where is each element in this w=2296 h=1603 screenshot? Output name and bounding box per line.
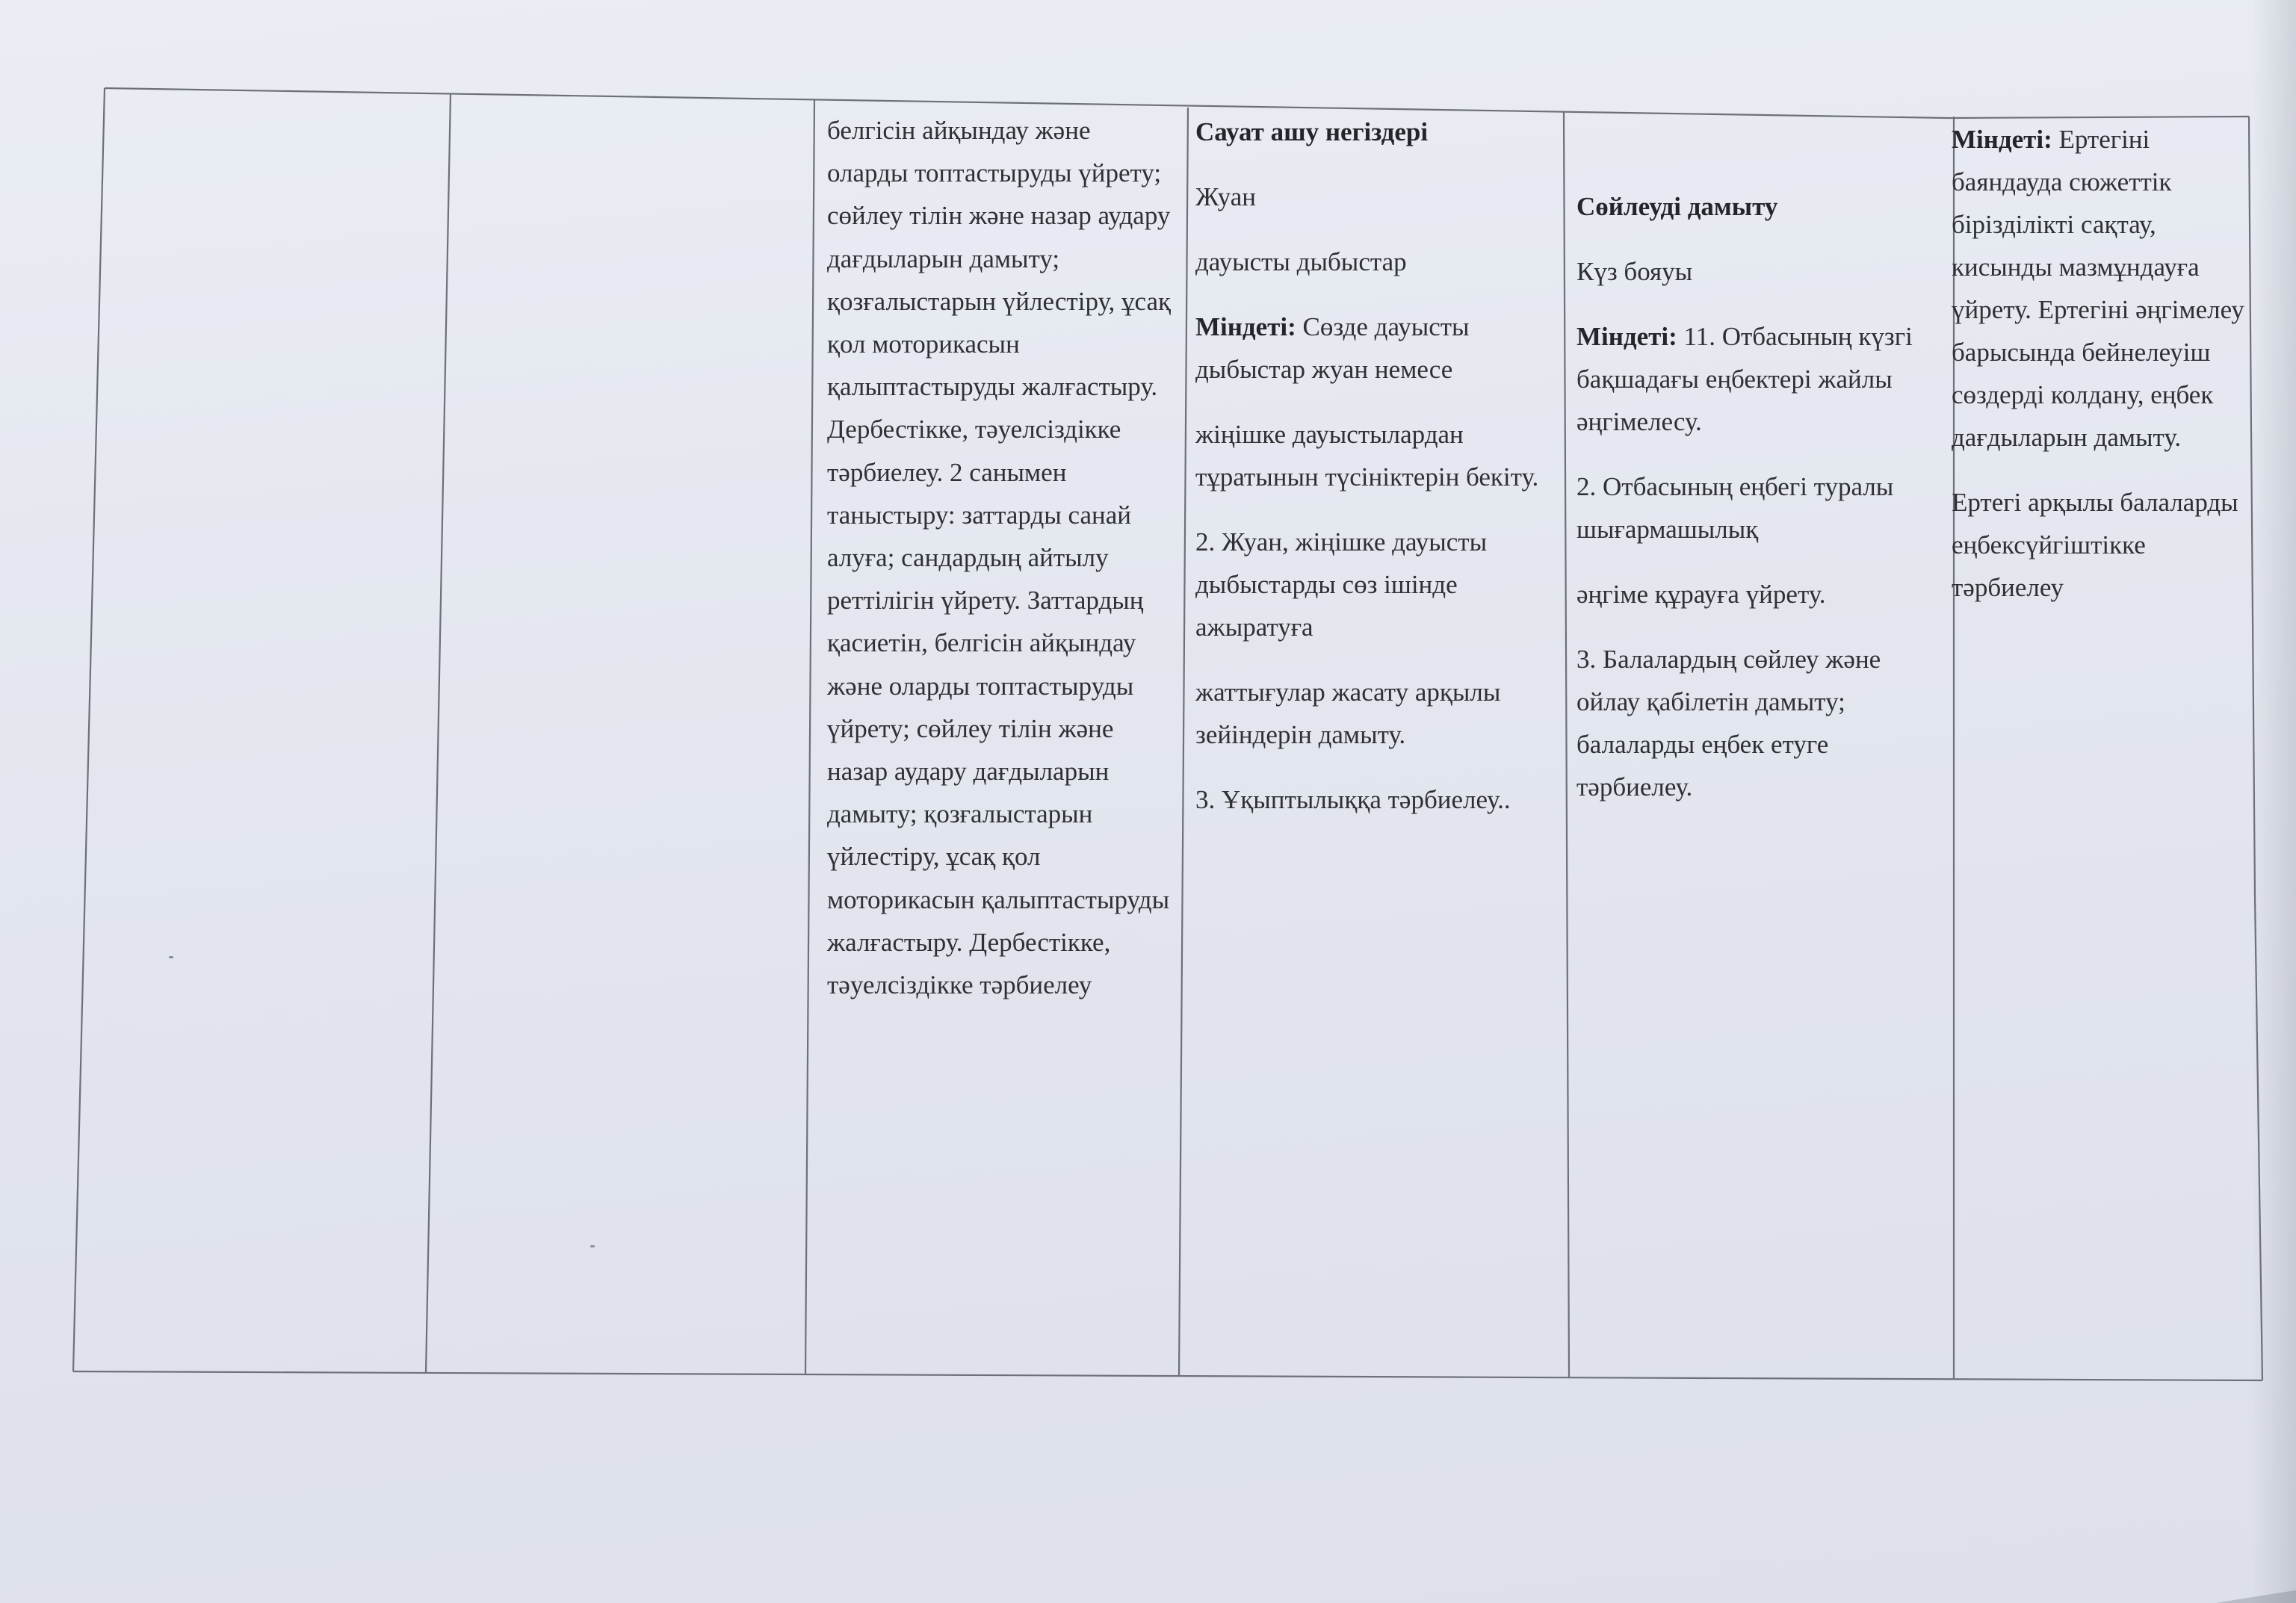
column-divider-3 <box>1179 108 1188 1376</box>
column-divider-1 <box>426 94 451 1373</box>
col-6-task <box>1952 118 2250 459</box>
col-6-task-label: Міндеті: <box>1952 125 2052 154</box>
table-cell-col-4 <box>1195 111 1547 843</box>
col-4-heading: Сауат ашу негіздері <box>1195 117 1429 146</box>
paper-speck <box>590 1245 595 1247</box>
col-5-paragraph-4: әңгіме құрауға үйрету. <box>1576 580 1826 609</box>
col-5-paragraph-3: 2. Отбасының еңбегі туралы шығармашылық <box>1576 472 1894 544</box>
column-divider-4 <box>1564 112 1569 1377</box>
col-4-line-1: Жуан <box>1195 182 1256 211</box>
col-4-task <box>1195 306 1547 391</box>
table-cell-col-6 <box>1952 118 2250 631</box>
col-4-paragraph-7: 3. Ұқыптылыққа тәрбиелеу.. <box>1195 785 1511 814</box>
table-cell-col-5 <box>1576 185 1920 831</box>
table-bottom-border <box>73 1371 2262 1380</box>
paper-speck <box>169 956 173 958</box>
column-divider-2 <box>805 100 814 1374</box>
col-5-task <box>1576 315 1920 443</box>
table-right-border <box>2249 117 2262 1380</box>
col-5-task-text: 11. Отбасының күзгі бақшадағы еңбектері жайлы әңгімелесу. <box>1576 322 1913 436</box>
col-3-text: белгісін айқындау және оларды топтастыруды үйрету; сөйлеу тілін және назар аудару дағдыларын дамыту; қозғалыстарын үйлестіру, ұсақ қол моторикасын қалыптастыруды жалғастыру. Дербестікке, тәуелсіздікке тәрбиелеу. 2 санымен таныстыру: заттарды санай алуға; сандардың айтылу реттілігін үйрету. Заттардың қасиетін, белгісін айқындау және оларды топтастыруды үйрету; сөйлеу тілін және назар аудару дағдыларын дамыту; қозғалыстарын үйлестіру, ұсақ қол моторикасын қалыптастыруды жалғастыру. Дербестікке, тәуелсіздікке тәрбиелеу <box>827 116 1171 1000</box>
col-4-task-text: Сөзде дауысты дыбыстар жуан немесе <box>1195 312 1470 384</box>
table-cell-col-3 <box>827 109 1175 1006</box>
col-4-task-label: Міндеті: <box>1195 312 1296 341</box>
col-5-line-1: Күз бояуы <box>1576 257 1693 286</box>
table-left-border <box>73 88 105 1371</box>
col-4-paragraph-4: жіңішке дауыстылардан тұратынын түсініктерін бекіту. <box>1195 420 1539 492</box>
col-4-paragraph-6: жаттығулар жасату арқылы зейіндерін дамыту. <box>1195 678 1501 749</box>
col-5-task-label: Міндеті: <box>1576 322 1677 351</box>
col-4-line-2: дауысты дыбыстар <box>1195 247 1407 276</box>
col-6-paragraph-2: Ертегі арқылы балаларды еңбексүйгіштікке тәрбиелеу <box>1952 488 2238 602</box>
col-6-task-text: Ертегіні баяндауда сюжеттік бірізділікті сақтау, кисынды мазмұндауға үйрету. Ертегіні әңгімелеу барысында бейнелеуіш сөздерді колдану, еңбек дағдыларын дамыту. <box>1952 125 2244 452</box>
col-4-paragraph-5: 2. Жуан, жіңішке дауысты дыбыстарды сөз ішінде ажыратуға <box>1195 527 1488 642</box>
col-5-heading: Сөйлеуді дамыту <box>1576 192 1778 221</box>
col-5-paragraph-5: 3. Балалардың сөйлеу және ойлау қабілетін дамыту; балаларды еңбек етуге тәрбиелеу. <box>1576 645 1881 802</box>
